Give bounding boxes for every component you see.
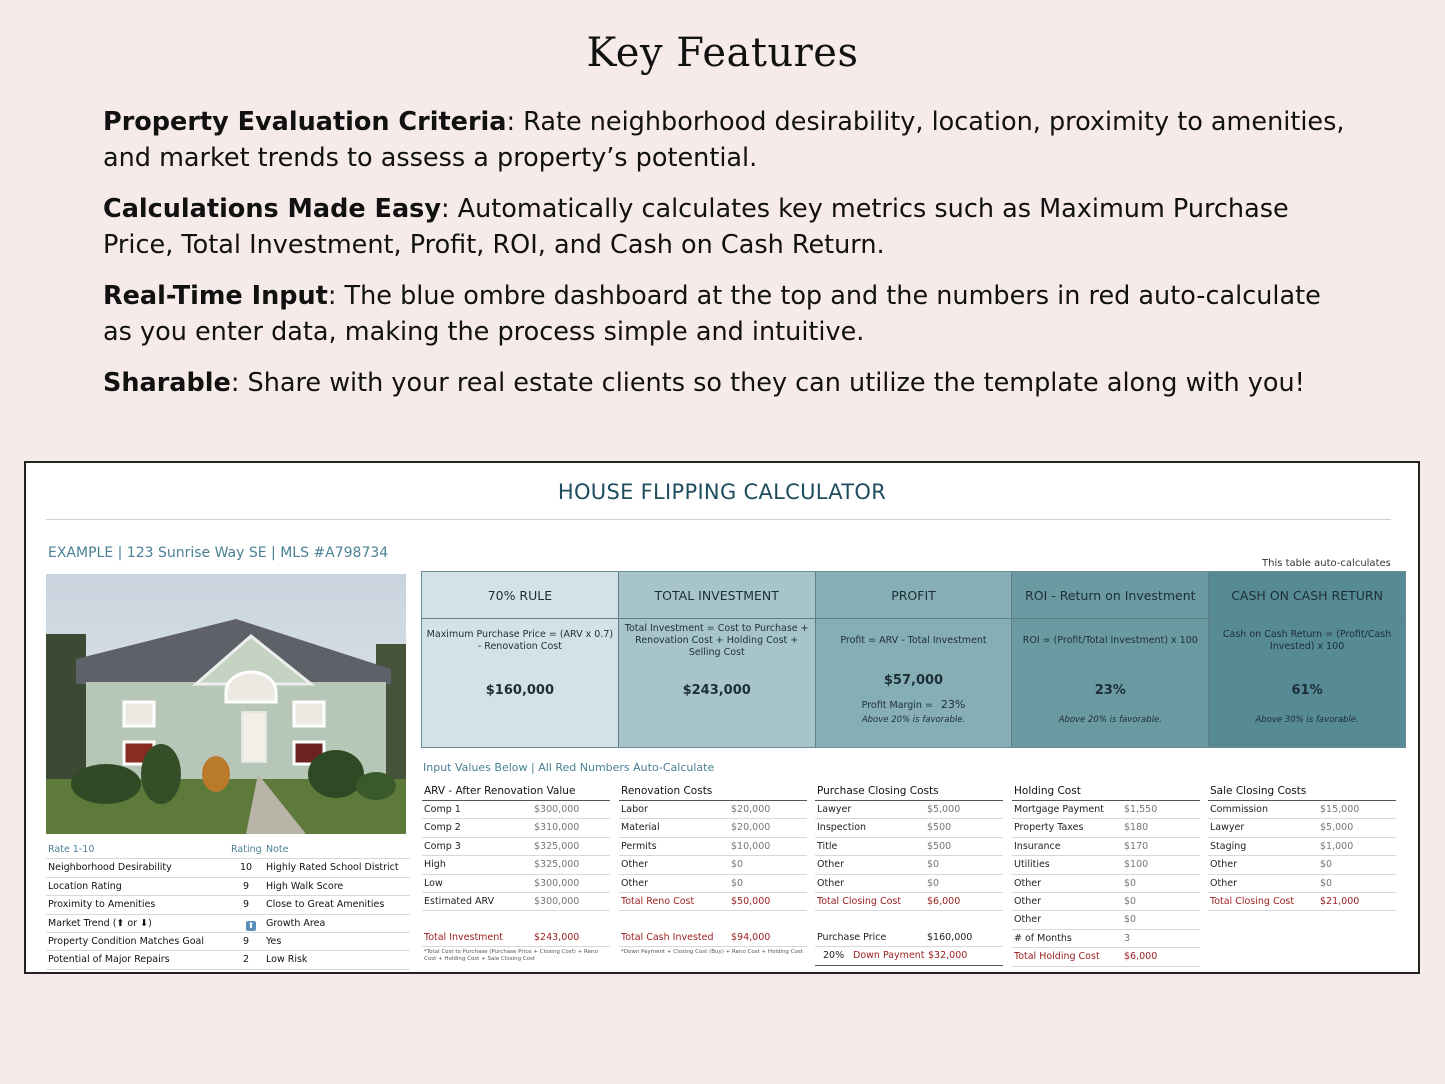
input-label: Low bbox=[424, 877, 443, 889]
purchase-closing-table bbox=[815, 785, 1003, 966]
input-value[interactable]: $0 bbox=[927, 877, 940, 889]
dashboard-cash-on-cash bbox=[1209, 572, 1405, 747]
holding-cost-table bbox=[1012, 785, 1200, 967]
input-label: Mortgage Payment bbox=[1014, 804, 1104, 815]
purchase-price-row[interactable] bbox=[815, 929, 1003, 947]
dashboard-formula: Maximum Purchase Price = (ARV x 0.7) - Renovation Cost bbox=[426, 629, 614, 652]
input-label: High bbox=[424, 859, 446, 871]
down-payment-row[interactable] bbox=[815, 947, 1003, 965]
up-arrow-icon: ⬆ bbox=[247, 920, 255, 930]
rating-note[interactable]: Low Risk bbox=[266, 954, 308, 966]
input-row[interactable] bbox=[619, 856, 807, 874]
feature-description: : Share with your real estate clients so they can utilize the template along with you! bbox=[230, 368, 1305, 398]
rating-value[interactable]: 2 bbox=[242, 954, 250, 966]
down-payment-label: Down Payment bbox=[853, 950, 925, 962]
dashboard-value: $57,000 bbox=[883, 673, 944, 688]
input-row[interactable] bbox=[1208, 856, 1396, 874]
input-row[interactable] bbox=[1208, 875, 1396, 893]
input-label: Estimated ARV bbox=[424, 895, 495, 907]
dashboard-profit bbox=[816, 572, 1013, 747]
page-title: Key Features bbox=[586, 30, 859, 76]
down-payment-value: $32,000 bbox=[928, 950, 968, 962]
rating-value[interactable]: 9 bbox=[242, 935, 250, 947]
input-label: Insurance bbox=[1014, 840, 1061, 852]
input-row[interactable] bbox=[1012, 893, 1200, 911]
dashboard-note: Above 30% is favorable. bbox=[1255, 715, 1359, 725]
rating-row[interactable] bbox=[46, 915, 410, 933]
rating-label: Potential of Major Repairs bbox=[48, 954, 170, 966]
rating-note[interactable]: High Walk Score bbox=[266, 880, 344, 892]
input-label: Comp 3 bbox=[424, 840, 461, 852]
input-row[interactable] bbox=[422, 819, 610, 837]
total-label: Total Closing Cost bbox=[1210, 895, 1295, 907]
dashboard-formula: Profit = ARV - Total Investment bbox=[840, 635, 987, 646]
input-value[interactable]: $325,000 bbox=[534, 859, 580, 871]
calculator-screenshot bbox=[24, 461, 1420, 974]
dashboard-value: $160,000 bbox=[485, 683, 555, 698]
input-row[interactable] bbox=[422, 838, 610, 856]
input-label: Other bbox=[1014, 877, 1041, 889]
total-label: Total Closing Cost bbox=[817, 895, 902, 907]
input-value[interactable]: $500 bbox=[927, 822, 952, 834]
rating-label: Neighborhood Desirability bbox=[48, 862, 172, 874]
input-row[interactable] bbox=[422, 856, 610, 874]
input-label: Staging bbox=[1210, 840, 1247, 852]
dashboard-header: TOTAL INVESTMENT bbox=[619, 572, 815, 619]
holding-title: Holding Cost bbox=[1012, 785, 1200, 801]
input-row[interactable] bbox=[815, 801, 1003, 819]
rating-row[interactable] bbox=[46, 896, 410, 914]
rating-header-note: Note bbox=[266, 844, 289, 855]
house-photo bbox=[46, 574, 406, 834]
input-value[interactable]: $160,000 bbox=[927, 931, 973, 943]
dashboard-header: PROFIT bbox=[816, 572, 1012, 619]
input-row[interactable] bbox=[1012, 819, 1200, 837]
feature-name: Calculations Made Easy bbox=[103, 194, 441, 224]
rating-value[interactable]: 10 bbox=[239, 862, 253, 874]
feature-item bbox=[103, 104, 1353, 176]
input-value[interactable]: $310,000 bbox=[534, 822, 580, 834]
input-label: Other bbox=[1014, 914, 1041, 926]
dashboard-header: 70% RULE bbox=[422, 572, 618, 619]
input-value[interactable]: $0 bbox=[1124, 877, 1137, 889]
total-value: $94,000 bbox=[731, 931, 771, 943]
input-row[interactable] bbox=[1208, 801, 1396, 819]
rating-label: Property Condition Matches Goal bbox=[48, 935, 205, 947]
input-row[interactable] bbox=[619, 875, 807, 893]
input-label: Other bbox=[1014, 895, 1041, 907]
reno-title: Renovation Costs bbox=[619, 785, 807, 801]
profit-margin-value: 23% bbox=[940, 698, 966, 711]
total-value: $21,000 bbox=[1320, 895, 1360, 907]
input-label: Comp 2 bbox=[424, 822, 461, 834]
dashboard-70-rule bbox=[422, 572, 619, 747]
input-value[interactable]: $300,000 bbox=[534, 804, 580, 815]
input-row[interactable] bbox=[815, 856, 1003, 874]
profit-margin-label: Profit Margin = bbox=[861, 700, 933, 711]
input-row[interactable] bbox=[1012, 801, 1200, 819]
total-value: $6,000 bbox=[927, 895, 961, 907]
rating-row[interactable] bbox=[46, 951, 410, 969]
total-label: Total Holding Cost bbox=[1014, 951, 1100, 963]
dashboard-value: $243,000 bbox=[682, 683, 751, 698]
input-label: Other bbox=[621, 859, 648, 871]
input-row[interactable] bbox=[619, 838, 807, 856]
autocalc-note: This table auto-calculates bbox=[1262, 558, 1391, 569]
spacer-row bbox=[422, 911, 610, 928]
rating-value[interactable]: 9 bbox=[242, 899, 250, 911]
dashboard-formula: ROI = (Profit/Total Investment) x 100 bbox=[1022, 635, 1198, 646]
rating-value[interactable]: 9 bbox=[242, 880, 250, 892]
rating-row[interactable] bbox=[46, 933, 410, 951]
input-row[interactable] bbox=[619, 819, 807, 837]
total-investment-row bbox=[422, 929, 610, 947]
input-label: Material bbox=[621, 822, 660, 834]
input-label: Comp 1 bbox=[424, 804, 461, 815]
title-divider bbox=[46, 519, 1391, 520]
input-value[interactable]: $0 bbox=[1320, 877, 1333, 889]
input-row[interactable] bbox=[815, 875, 1003, 893]
input-value[interactable]: $1,550 bbox=[1124, 804, 1158, 815]
rating-header-label: Rate 1-10 bbox=[48, 844, 95, 855]
total-label: Total Investment bbox=[424, 931, 504, 943]
input-row[interactable] bbox=[422, 893, 610, 911]
dashboard-value: 61% bbox=[1291, 683, 1323, 698]
input-value[interactable]: $325,000 bbox=[534, 840, 580, 852]
property-address: EXAMPLE | 123 Sunrise Way SE | MLS #A798734 bbox=[48, 545, 389, 561]
input-value[interactable]: $10,000 bbox=[731, 840, 771, 852]
input-value[interactable]: $300,000 bbox=[534, 895, 580, 907]
feature-item bbox=[103, 191, 1353, 263]
input-value[interactable]: $0 bbox=[1320, 859, 1333, 871]
feature-name: Sharable bbox=[103, 368, 231, 398]
input-label: Labor bbox=[621, 804, 648, 815]
input-row[interactable] bbox=[815, 838, 1003, 856]
purchase-title: Purchase Closing Costs bbox=[815, 785, 1003, 801]
input-value[interactable]: $170 bbox=[1124, 840, 1149, 852]
rating-note[interactable]: Highly Rated School District bbox=[266, 862, 399, 874]
rating-header-rating: Rating bbox=[231, 844, 262, 855]
input-label: Other bbox=[817, 859, 844, 871]
sale-title: Sale Closing Costs bbox=[1208, 785, 1396, 801]
dashboard-note: Above 20% is favorable. bbox=[1058, 715, 1162, 725]
input-row[interactable] bbox=[422, 875, 610, 893]
input-value[interactable]: $0 bbox=[731, 877, 744, 889]
profit-margin bbox=[816, 698, 1012, 711]
spacer-row bbox=[619, 911, 807, 928]
rating-note[interactable]: Growth Area bbox=[266, 917, 326, 929]
feature-description: : The blue ombre dashboard at the top and the numbers in red auto-calculate as you enter data, making the process simple and intuitive. bbox=[103, 281, 1321, 347]
rating-label: Market Trend (⬆ or ⬇) bbox=[48, 917, 152, 929]
dashboard-note: Above 20% is favorable. bbox=[861, 715, 966, 725]
input-value[interactable]: $1,000 bbox=[1320, 840, 1354, 852]
feature-description: : Rate neighborhood desirability, location, proximity to amenities, and market trends to assess a property’s potential. bbox=[103, 107, 1345, 173]
dashboard bbox=[421, 571, 1406, 748]
input-row[interactable] bbox=[1012, 838, 1200, 856]
calculator-title: HOUSE FLIPPING CALCULATOR bbox=[557, 480, 887, 504]
total-holding-row bbox=[1012, 948, 1200, 966]
input-value[interactable]: $15,000 bbox=[1320, 804, 1360, 815]
input-value[interactable]: $0 bbox=[1124, 895, 1137, 907]
input-row[interactable] bbox=[1012, 875, 1200, 893]
input-value[interactable]: $500 bbox=[927, 840, 952, 852]
arv-title: ARV - After Renovation Value bbox=[422, 785, 610, 801]
arv-table bbox=[422, 785, 610, 962]
feature-name: Real-Time Input bbox=[103, 281, 328, 311]
input-value[interactable]: $5,000 bbox=[927, 804, 961, 815]
total-label: Total Cash Invested bbox=[621, 931, 714, 943]
input-value[interactable]: 3 bbox=[1124, 932, 1131, 944]
rating-note[interactable]: Close to Great Amenities bbox=[266, 899, 385, 911]
feature-name: Property Evaluation Criteria bbox=[103, 107, 507, 137]
input-label: Other bbox=[817, 877, 844, 889]
dashboard-roi bbox=[1012, 572, 1209, 747]
total-reno-row bbox=[619, 893, 807, 911]
dashboard-value: 23% bbox=[1094, 683, 1126, 698]
input-row[interactable] bbox=[1012, 911, 1200, 929]
input-value[interactable]: $100 bbox=[1124, 859, 1149, 871]
input-label: # of Months bbox=[1014, 932, 1072, 944]
input-label: Purchase Price bbox=[817, 931, 887, 943]
input-row[interactable] bbox=[815, 819, 1003, 837]
feature-description: : Automatically calculates key metrics such as Maximum Purchase Price, Total Investment, Profit, ROI, and Cash on Cash Return. bbox=[103, 194, 1289, 260]
input-value[interactable]: $20,000 bbox=[731, 804, 771, 815]
input-row[interactable] bbox=[1012, 856, 1200, 874]
input-label: Inspection bbox=[817, 822, 867, 834]
input-label: Title bbox=[817, 840, 838, 852]
feature-item bbox=[103, 365, 1353, 401]
input-value[interactable]: $5,000 bbox=[1320, 822, 1354, 834]
input-label: Property Taxes bbox=[1014, 822, 1084, 834]
total-value: $243,000 bbox=[534, 931, 580, 943]
input-row[interactable] bbox=[422, 801, 610, 819]
total-sale-closing-row bbox=[1208, 893, 1396, 911]
input-label: Lawyer bbox=[817, 804, 852, 815]
rating-table-header bbox=[46, 841, 410, 859]
footnote: *Total Cost to Purchase (Purchase Price + Closing Cost) + Reno Cost + Holding Cost + Sale Closing Cost bbox=[424, 949, 598, 962]
feature-item bbox=[103, 278, 1353, 350]
dashboard-total-investment bbox=[619, 572, 816, 747]
input-label: Utilities bbox=[1014, 859, 1050, 871]
inputs-title: Input Values Below | All Red Numbers Auto-Calculate bbox=[423, 761, 715, 774]
rating-row[interactable] bbox=[46, 859, 410, 877]
rating-table bbox=[46, 841, 410, 970]
total-label: Total Reno Cost bbox=[621, 895, 695, 907]
input-value[interactable]: $180 bbox=[1124, 822, 1149, 834]
input-label: Lawyer bbox=[1210, 822, 1245, 834]
dashboard-formula: Cash on Cash Return = (Profit/Cash Invested) x 100 bbox=[1222, 629, 1392, 652]
total-value: $50,000 bbox=[731, 895, 771, 907]
input-label: Commission bbox=[1210, 804, 1268, 815]
input-row[interactable] bbox=[1012, 930, 1200, 948]
spacer-row bbox=[815, 911, 1003, 928]
input-row[interactable] bbox=[619, 801, 807, 819]
rating-row[interactable] bbox=[46, 878, 410, 896]
footnote: *Down Payment + Closing Cost (Buy) + Reno Cost + Holding Cost bbox=[621, 949, 803, 956]
input-value[interactable]: $20,000 bbox=[731, 822, 771, 834]
input-label: Other bbox=[1210, 859, 1237, 871]
total-closing-row bbox=[815, 893, 1003, 911]
input-value[interactable]: $0 bbox=[731, 859, 744, 871]
dashboard-header: CASH ON CASH RETURN bbox=[1209, 572, 1405, 619]
input-value[interactable]: $300,000 bbox=[534, 877, 580, 889]
input-label: Other bbox=[1210, 877, 1237, 889]
sale-closing-table bbox=[1208, 785, 1396, 911]
total-value: $6,000 bbox=[1124, 951, 1158, 963]
down-payment-percent[interactable]: 20% bbox=[823, 950, 845, 962]
renovation-table bbox=[619, 785, 807, 956]
input-row[interactable] bbox=[1208, 838, 1396, 856]
input-value[interactable]: $0 bbox=[1124, 914, 1137, 926]
dashboard-header: ROI - Return on Investment bbox=[1012, 572, 1208, 619]
input-label: Permits bbox=[621, 840, 657, 852]
input-row[interactable] bbox=[1208, 819, 1396, 837]
rating-label: Proximity to Amenities bbox=[48, 899, 156, 911]
rating-label: Location Rating bbox=[48, 880, 122, 892]
input-value[interactable]: $0 bbox=[927, 859, 940, 871]
rating-note[interactable]: Yes bbox=[266, 935, 282, 947]
features-list bbox=[103, 104, 1353, 416]
input-label: Other bbox=[621, 877, 648, 889]
total-cash-row bbox=[619, 929, 807, 947]
dashboard-formula: Total Investment = Cost to Purchase + Renovation Cost + Holding Cost + Selling Cost bbox=[624, 623, 809, 658]
